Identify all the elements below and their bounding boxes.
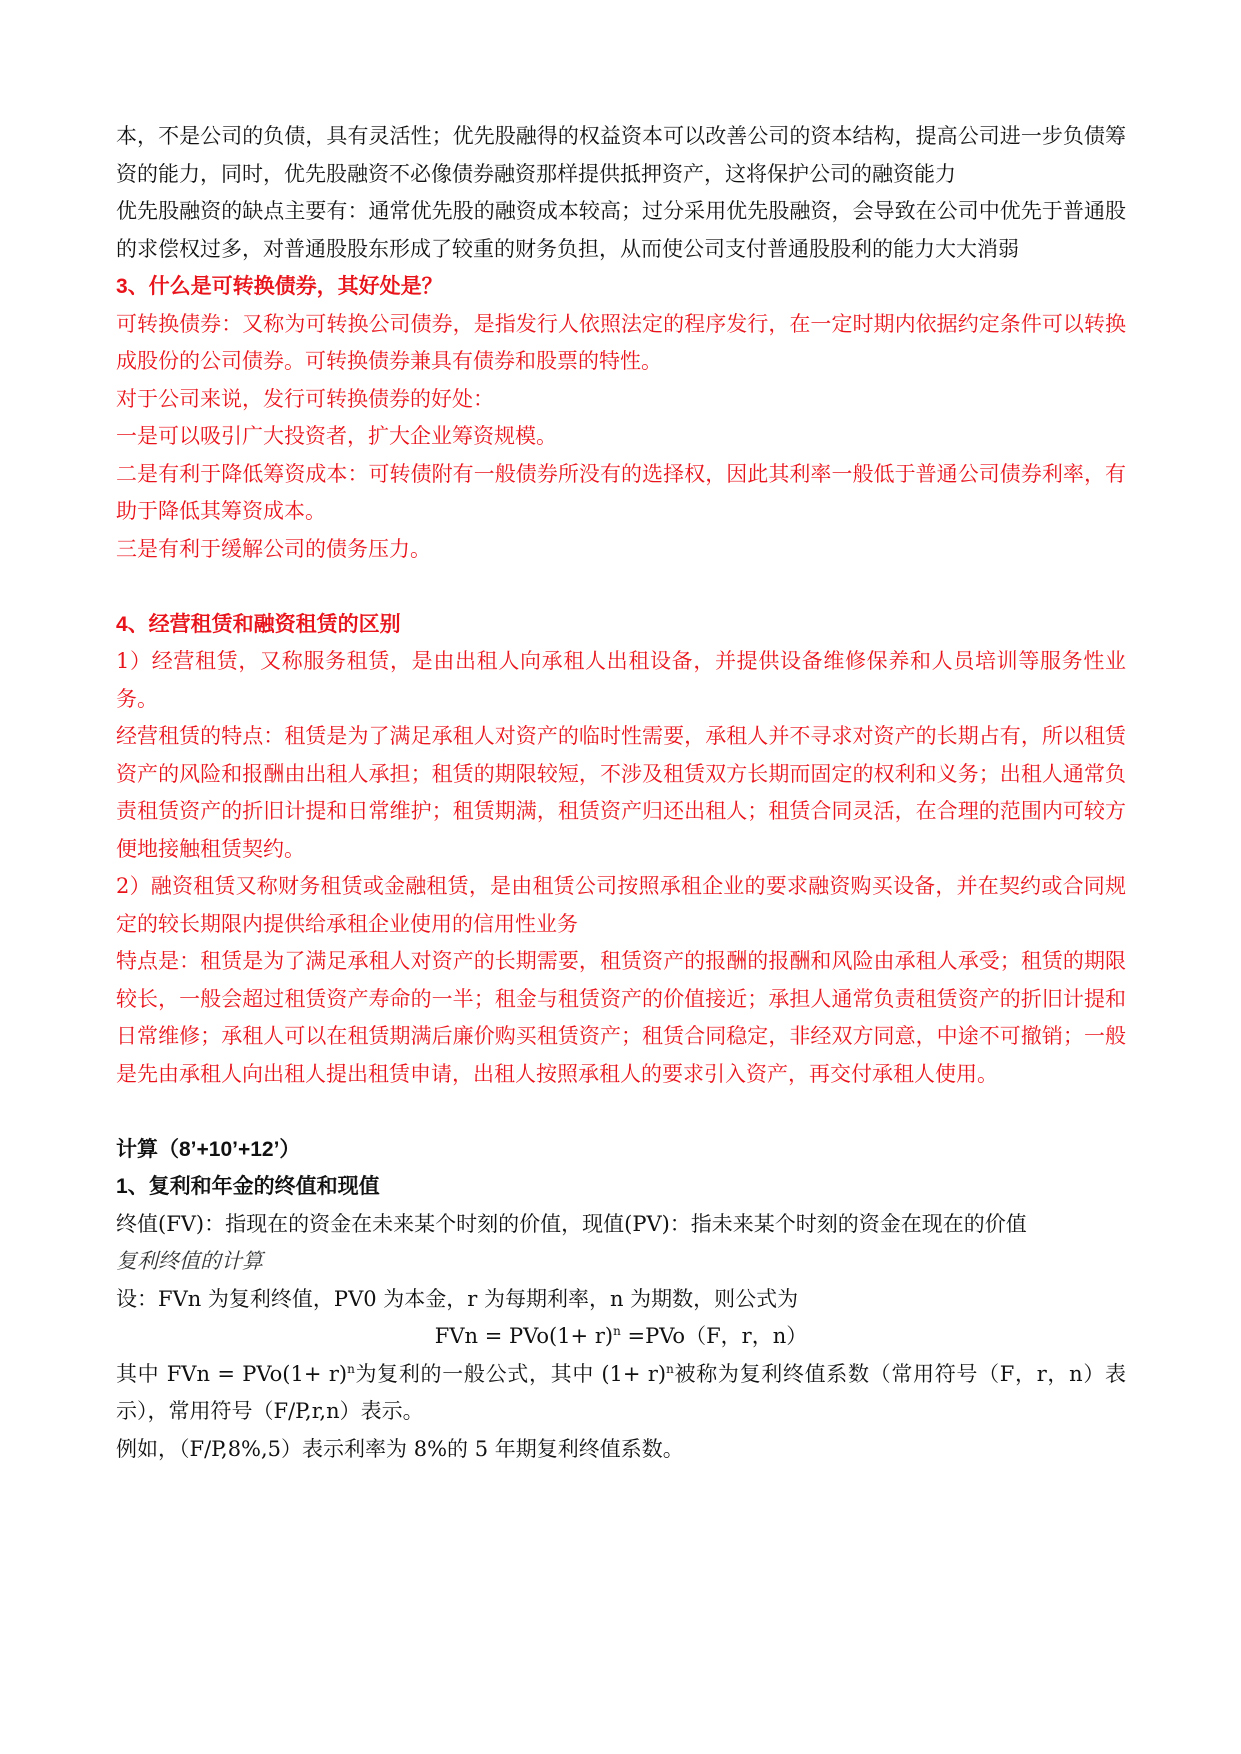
italic-subheading: 复利终值的计算	[116, 1249, 263, 1273]
formula	[116, 1318, 1126, 1356]
document-page	[116, 118, 1126, 1468]
section-heading: 3、什么是可转换债券，其好处是？	[116, 275, 443, 298]
spacer	[116, 568, 1126, 606]
paragraph: 经营租赁的特点：租赁是为了满足承租人对资产的临时性需要，承租人并不寻求对资产的长期占有，所以租赁资产的风险和报酬由出租人承担；租赁的期限较短，不涉及租赁双方长期而固定的权利和义务；出租人通常负责租赁资产的折旧计提和日常维护；租赁期满，租赁资产归还出租人；租赁合同灵活，在合理的范围内可较方便地接触租赁契约。	[116, 724, 1126, 861]
paragraph: 本，不是公司的负债，具有灵活性；优先股融得的权益资本可以改善公司的资本结构，提高公司进一步负债筹资的能力，同时，优先股融资不必像债券融资那样提供抵押资产，这将保护公司的融资能力	[116, 124, 1126, 186]
formula-part: FVn = PVo(1+ r)	[434, 1324, 614, 1348]
paragraph: 三是有利于缓解公司的债务压力。	[116, 536, 431, 561]
exponent: n	[666, 1361, 674, 1376]
paragraph: 设：FVn 为复利终值，PV0 为本金，r 为每期利率，n 为期数，则公式为	[116, 1286, 799, 1311]
paragraph: 一是可以吸引广大投资者，扩大企业筹资规模。	[116, 424, 557, 448]
paragraph: 二是有利于降低筹资成本：可转债附有一般债券所没有的选择权，因此其利率一般低于普通公司债券利率，有助于降低其筹资成本。	[116, 461, 1126, 523]
paragraph: 对于公司来说，发行可转换债券的好处：	[116, 386, 494, 411]
paragraph: 特点是：租赁是为了满足承租人对资产的长期需要，租赁资产的报酬的报酬和风险由承租人承受；租赁的期限较长，一般会超过租赁资产寿命的一半；租金与租赁资产的价值接近；承担人通常负责租赁资产的折旧计提和日常维修；承租人可以在租赁期满后廉价购买租赁资产；租赁合同稳定，非经双方同意，中途不可撤销；一般是先由承租人向出租人提出租赁申请，出租人按照承租人的要求引入资产，再交付承租人使用。	[116, 949, 1126, 1086]
subsection-heading: 1、复利和年金的终值和现值	[116, 1175, 380, 1198]
exponent: n	[347, 1361, 355, 1376]
formula-exponent: n	[613, 1324, 621, 1338]
paragraph: 例如，（F/P,8%,5）表示利率为 8%的 5 年期复利终值系数。	[116, 1436, 684, 1461]
paragraph: 1）经营租赁，又称服务租赁，是由出租人向承租人出租设备，并提供设备维修保养和人员培训等服务性业务。	[116, 649, 1126, 711]
spacer	[116, 1093, 1126, 1131]
formula-part: =PVo（F，r，n）	[620, 1324, 808, 1348]
text-run: 为复利的一般公式，其中 (1+ r)	[354, 1361, 667, 1386]
section-heading: 计算（8’+10’+12’）	[116, 1137, 301, 1161]
paragraph: 优先股融资的缺点主要有：通常优先股的融资成本较高；过分采用优先股融资，会导致在公司中优先于普通股的求偿权过多，对普通股股东形成了较重的财务负担，从而使公司支付普通股股利的能力大大消弱	[116, 199, 1126, 261]
paragraph: 终值(FV)：指现在的资金在未来某个时刻的价值，现值(PV)：指未来某个时刻的资金在现在的价值	[116, 1211, 1027, 1236]
section-heading: 4、经营租赁和融资租赁的区别	[116, 612, 401, 636]
paragraph	[116, 1356, 1126, 1431]
paragraph: 2）融资租赁又称财务租赁或金融租赁，是由租赁公司按照承租企业的要求融资购买设备，并在契约或合同规定的较长期限内提供给承租企业使用的信用性业务	[116, 874, 1126, 936]
text-run: 被称为复利终值系数（常用符号（F，r，n）表示），常用符号（F/P,r,n）表示。	[116, 1361, 1127, 1423]
text-run: 其中 FVn = PVo(1+ r)	[116, 1361, 348, 1386]
paragraph: 可转换债券：又称为可转换公司债券，是指发行人依照法定的程序发行，在一定时期内依据约定条件可以转换成股份的公司债券。可转换债券兼具有债券和股票的特性。	[116, 311, 1126, 373]
